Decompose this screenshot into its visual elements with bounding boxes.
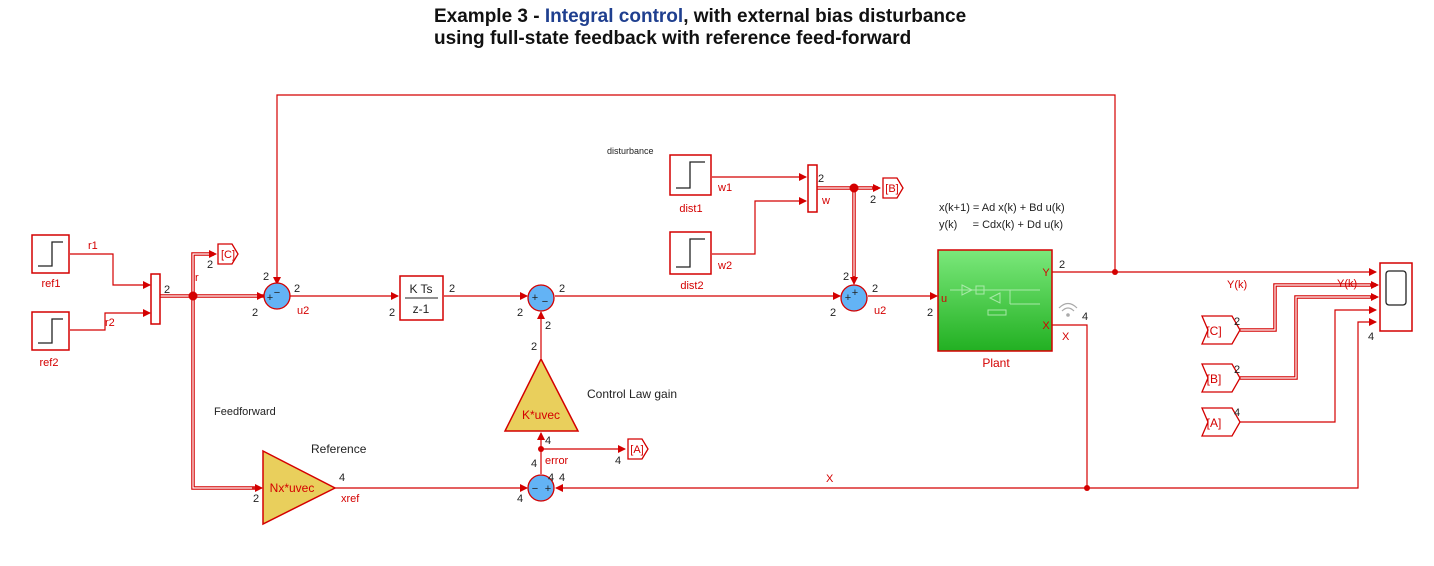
wire-w2 (712, 201, 806, 254)
goto-c-label: [C] (220, 249, 236, 261)
plant-port-y: Y (1042, 267, 1050, 279)
plant-block[interactable] (938, 250, 1052, 351)
sum2-sign-bottom: − (541, 296, 549, 308)
dim-mux2: 2 (818, 173, 825, 185)
scope-block[interactable] (1380, 263, 1412, 331)
sum3-sign-top: + (851, 287, 859, 299)
wire-r1 (70, 254, 150, 285)
title-rest: , with external bias disturbance using full-state feedback with reference feed-forward (434, 6, 967, 49)
junction-r (189, 292, 198, 301)
dist2-label: dist2 (680, 280, 704, 292)
dim-s1-out: 2 (294, 283, 301, 295)
title-link[interactable]: Integral control (544, 6, 684, 27)
dim-plant-in: 2 (927, 307, 934, 319)
signal-r: r (195, 272, 199, 284)
dim-a: 4 (615, 455, 622, 467)
integrator-den: z-1 (412, 302, 430, 316)
annotation-control-law: Control Law gain (587, 387, 678, 401)
dim-s4-l: 4 (517, 493, 524, 505)
dim-fb: 2 (1234, 364, 1241, 376)
dim-nx-out: 4 (339, 472, 346, 484)
signal-yk2: Y(k) (1337, 278, 1358, 290)
signal-w1: w1 (718, 182, 733, 194)
sum1-sign-top: − (273, 287, 281, 299)
signal-w2: w2 (718, 260, 733, 272)
from-b-label: [B] (1206, 372, 1222, 386)
dim-s2-bot: 2 (545, 320, 552, 332)
dim-s3-top: 2 (843, 271, 850, 283)
signal-r2: r2 (105, 317, 115, 329)
dim-err: 4 (531, 458, 538, 470)
dim-plant-y: 2 (1059, 259, 1066, 271)
ref2-label: ref2 (39, 357, 59, 369)
annotation-reference: Reference (311, 442, 367, 456)
dim-s4-r: 4 (559, 472, 566, 484)
dim-scope: 4 (1368, 331, 1375, 343)
dim-s2-left: 2 (517, 307, 524, 319)
dim-s3-left: 2 (830, 307, 837, 319)
sum2-sign-left: + (531, 292, 539, 304)
junction-error (538, 446, 544, 452)
wireless-icon (1059, 304, 1077, 317)
junction-w (850, 184, 859, 193)
dim-r: 2 (207, 259, 214, 271)
from-a-label: [A] (1206, 416, 1222, 430)
signal-x-line: X (826, 473, 834, 485)
dist1-label: dist1 (679, 203, 703, 215)
dim-k-out: 2 (531, 341, 538, 353)
dim-nx-in: 2 (253, 493, 260, 505)
dim-k-in: 4 (545, 435, 552, 447)
dist1-block[interactable] (670, 155, 711, 195)
dim-int-out: 2 (449, 283, 456, 295)
signal-u2-a: u2 (297, 305, 310, 317)
dist2-block[interactable] (670, 232, 711, 274)
dim-plant-x: 4 (1082, 311, 1089, 323)
signal-x-port: X (1062, 331, 1070, 343)
dim-c: 2 (263, 271, 270, 283)
mux-w[interactable] (808, 165, 817, 212)
ref1-label: ref1 (41, 278, 61, 290)
signal-r1: r1 (88, 240, 98, 252)
dim-s2-out: 2 (559, 283, 566, 295)
signal-w: w (822, 195, 830, 207)
dim-ref1: 2 (164, 284, 171, 296)
signal-error: error (545, 455, 569, 467)
signal-xref: xref (341, 493, 360, 505)
dim-s4-bot: 4 (548, 472, 555, 484)
signal-u2-b: u2 (874, 305, 887, 317)
wire-from-b (1240, 297, 1376, 378)
gain-k-label: K*uvec (521, 408, 561, 422)
dim-fa: 4 (1234, 407, 1241, 419)
junction-y (1112, 269, 1118, 275)
sum3-sign-left: + (844, 292, 852, 304)
goto-b-label: [B] (885, 183, 899, 195)
sum4-sign-left: − (531, 483, 539, 495)
integrator-num: K Ts (409, 282, 433, 296)
wire-from-c (1240, 285, 1376, 330)
dim-b: 2 (870, 194, 877, 206)
gain-nx-label: Nx*uvec (269, 481, 315, 495)
dim-s3-out: 2 (872, 283, 879, 295)
ref2-block[interactable] (32, 312, 69, 350)
wire-x-scope (1087, 322, 1376, 488)
wire-from-a (1240, 310, 1376, 422)
mux-r[interactable] (151, 274, 160, 324)
dim-fc: 2 (1234, 316, 1241, 328)
title-prefix: Example 3 - (434, 6, 545, 27)
from-c-label: [C] (1206, 324, 1222, 338)
plant-port-u: u (940, 293, 948, 305)
junction-x (1084, 485, 1090, 491)
goto-a-label: [A] (630, 444, 644, 456)
dim-int-in: 2 (389, 307, 396, 319)
signal-yk: Y(k) (1227, 279, 1248, 291)
sum1-sign-left: + (266, 292, 274, 304)
annotation-disturbance: disturbance (607, 146, 654, 156)
annotation-feedforward: Feedforward (214, 406, 276, 418)
sum4-sign-right: + (544, 483, 552, 495)
annotation-eq2: y(k) = Cdx(k) + Dd u(k) (939, 219, 1064, 231)
wire-to-nx (193, 296, 258, 488)
plant-port-x: X (1042, 320, 1050, 332)
plant-label: Plant (982, 356, 1010, 370)
dim-s1-left: 2 (252, 307, 259, 319)
ref1-block[interactable] (32, 235, 69, 273)
annotation-eq1: x(k+1) = Ad x(k) + Bd u(k) (939, 202, 1065, 214)
